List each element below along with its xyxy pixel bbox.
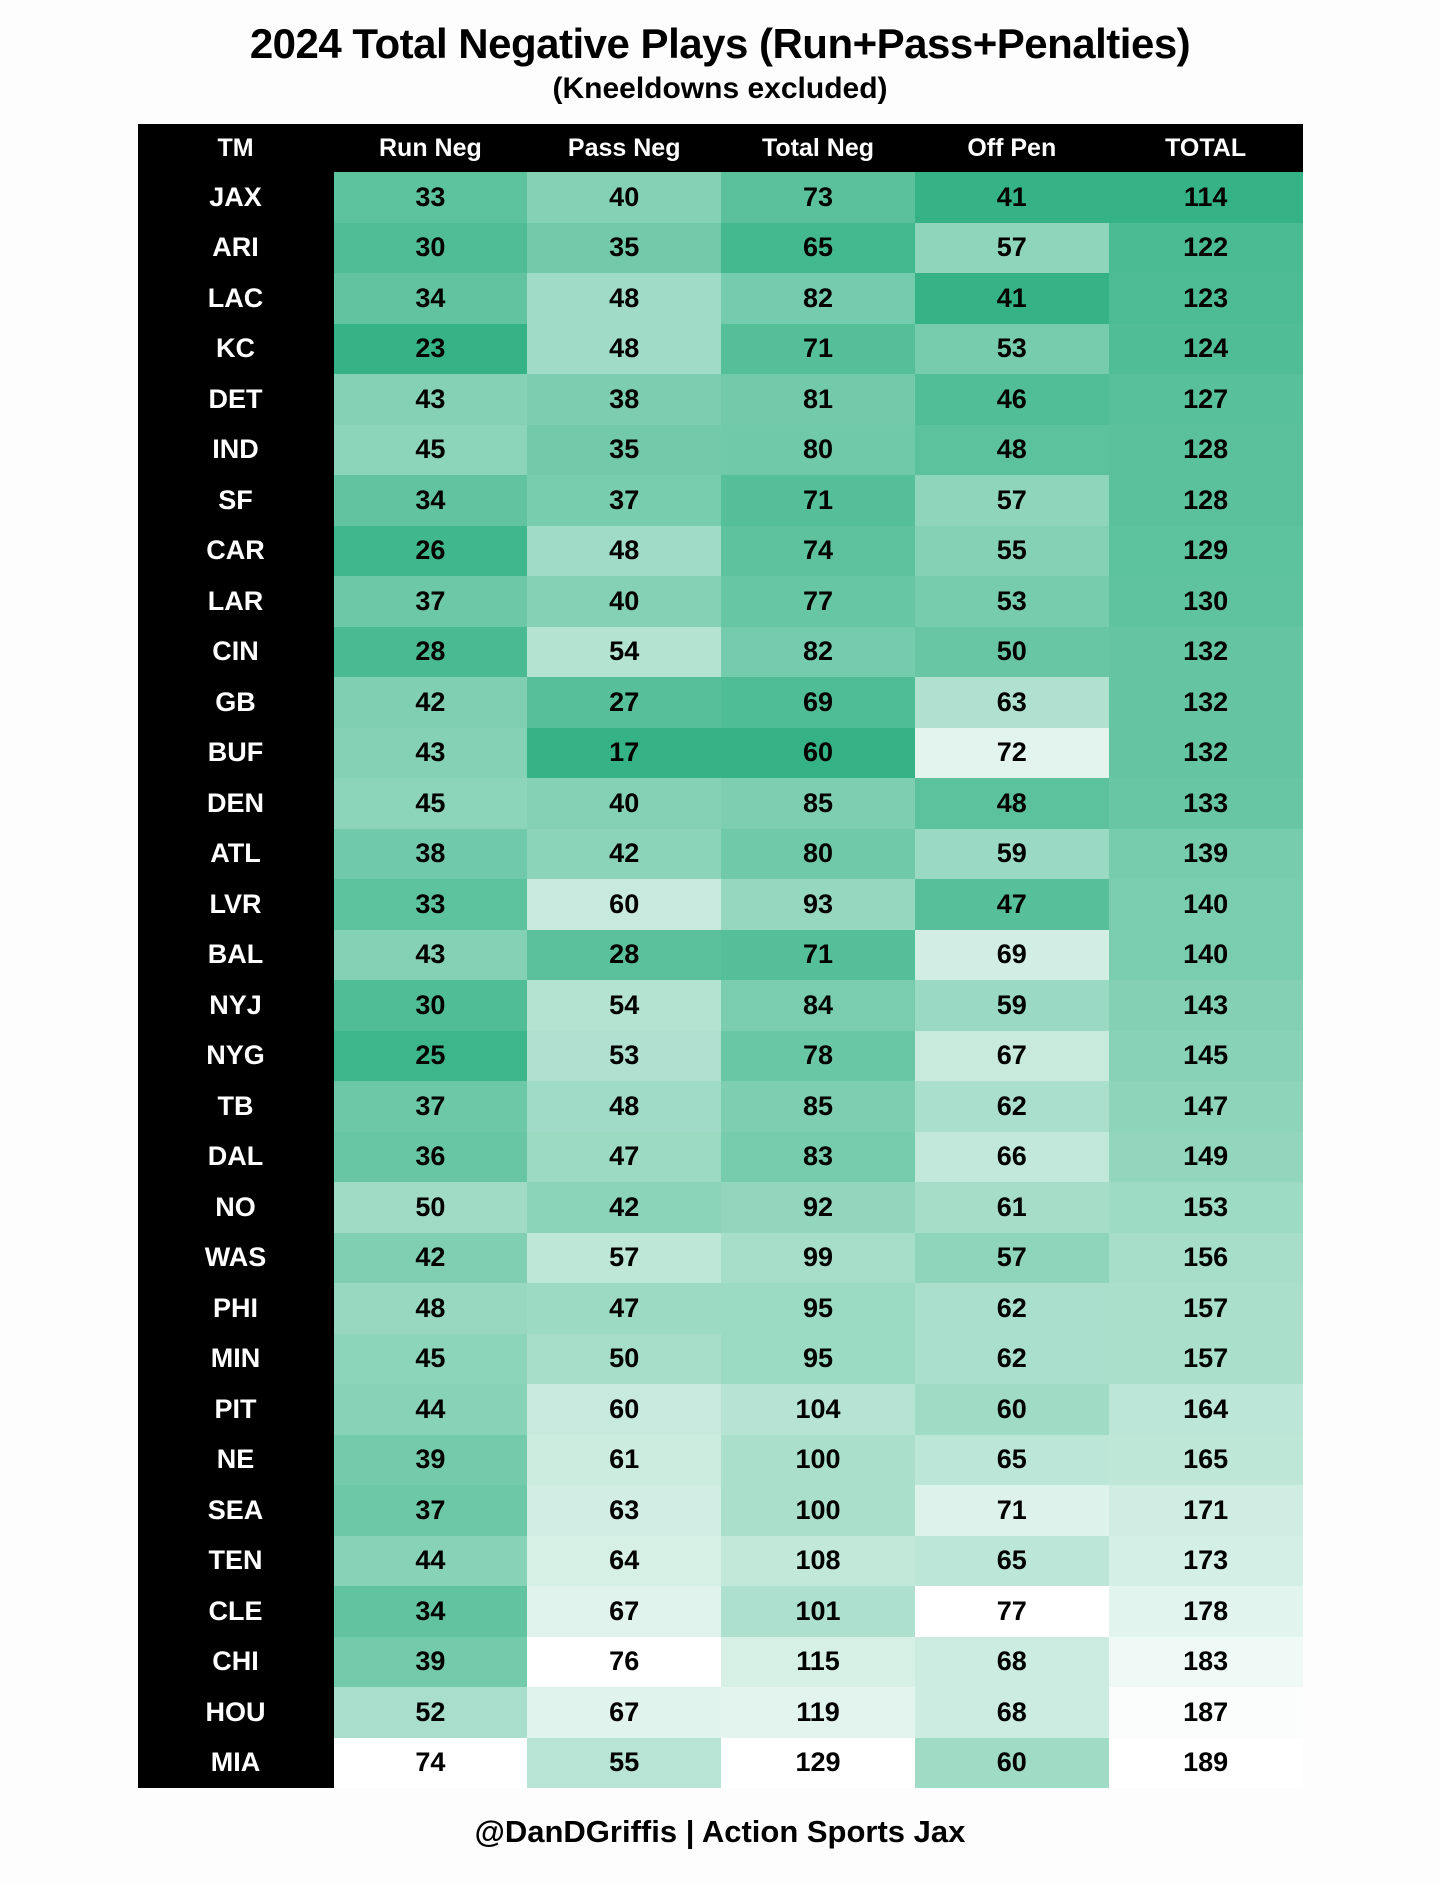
cell-pass-neg: 42 [527, 829, 721, 880]
cell-pass-neg: 60 [527, 1384, 721, 1435]
table-row [138, 1536, 1303, 1587]
team-cell: NYG [138, 1031, 334, 1082]
cell-total-neg: 71 [721, 475, 915, 526]
cell-total: 178 [1109, 1586, 1303, 1637]
cell-total-neg: 71 [721, 324, 915, 375]
cell-total-neg: 84 [721, 980, 915, 1031]
team-cell: DEN [138, 778, 334, 829]
cell-total: 145 [1109, 1031, 1303, 1082]
cell-run-neg: 37 [334, 1485, 528, 1536]
cell-run-neg: 34 [334, 475, 528, 526]
table-row [138, 1334, 1303, 1385]
cell-pass-neg: 40 [527, 778, 721, 829]
team-cell: LAC [138, 273, 334, 324]
cell-off-pen: 72 [915, 728, 1109, 779]
cell-pass-neg: 64 [527, 1536, 721, 1587]
cell-run-neg: 42 [334, 1233, 528, 1284]
cell-total: 139 [1109, 829, 1303, 880]
cell-pass-neg: 48 [527, 1081, 721, 1132]
cell-off-pen: 59 [915, 829, 1109, 880]
cell-run-neg: 42 [334, 677, 528, 728]
table-row [138, 526, 1303, 577]
cell-total: 189 [1109, 1738, 1303, 1789]
team-cell: ATL [138, 829, 334, 880]
cell-pass-neg: 42 [527, 1182, 721, 1233]
cell-off-pen: 50 [915, 627, 1109, 678]
cell-total-neg: 83 [721, 1132, 915, 1183]
cell-total-neg: 82 [721, 627, 915, 678]
negative-plays-table [138, 124, 1303, 1788]
cell-off-pen: 57 [915, 1233, 1109, 1284]
cell-total: 128 [1109, 425, 1303, 476]
cell-run-neg: 33 [334, 172, 528, 223]
cell-pass-neg: 37 [527, 475, 721, 526]
cell-total-neg: 60 [721, 728, 915, 779]
cell-off-pen: 77 [915, 1586, 1109, 1637]
cell-total-neg: 119 [721, 1687, 915, 1738]
cell-total-neg: 100 [721, 1485, 915, 1536]
cell-off-pen: 63 [915, 677, 1109, 728]
table-row [138, 273, 1303, 324]
cell-off-pen: 41 [915, 273, 1109, 324]
cell-total: 183 [1109, 1637, 1303, 1688]
table-row [138, 829, 1303, 880]
cell-pass-neg: 63 [527, 1485, 721, 1536]
cell-run-neg: 43 [334, 930, 528, 981]
table-row [138, 728, 1303, 779]
cell-run-neg: 45 [334, 778, 528, 829]
cell-total-neg: 74 [721, 526, 915, 577]
cell-off-pen: 71 [915, 1485, 1109, 1536]
title-block [0, 0, 1440, 106]
table-row [138, 1637, 1303, 1688]
cell-total: 153 [1109, 1182, 1303, 1233]
cell-pass-neg: 48 [527, 324, 721, 375]
cell-run-neg: 38 [334, 829, 528, 880]
cell-off-pen: 60 [915, 1384, 1109, 1435]
table-row [138, 1081, 1303, 1132]
table-row [138, 1182, 1303, 1233]
cell-total: 140 [1109, 879, 1303, 930]
table-body [138, 172, 1303, 1788]
team-cell: TEN [138, 1536, 334, 1587]
cell-total-neg: 65 [721, 223, 915, 274]
cell-run-neg: 50 [334, 1182, 528, 1233]
cell-off-pen: 48 [915, 778, 1109, 829]
team-cell: DET [138, 374, 334, 425]
table-row [138, 1384, 1303, 1435]
column-header-total-neg: Total Neg [721, 124, 915, 172]
cell-pass-neg: 27 [527, 677, 721, 728]
cell-total-neg: 99 [721, 1233, 915, 1284]
cell-off-pen: 62 [915, 1334, 1109, 1385]
team-cell: LVR [138, 879, 334, 930]
cell-total: 140 [1109, 930, 1303, 981]
cell-total-neg: 92 [721, 1182, 915, 1233]
cell-pass-neg: 53 [527, 1031, 721, 1082]
cell-total-neg: 108 [721, 1536, 915, 1587]
team-cell: DAL [138, 1132, 334, 1183]
team-cell: GB [138, 677, 334, 728]
table-row [138, 1687, 1303, 1738]
cell-total: 132 [1109, 627, 1303, 678]
cell-total: 132 [1109, 677, 1303, 728]
cell-pass-neg: 57 [527, 1233, 721, 1284]
cell-pass-neg: 54 [527, 980, 721, 1031]
cell-run-neg: 23 [334, 324, 528, 375]
heatmap-table-wrap [138, 124, 1303, 1788]
cell-total: 130 [1109, 576, 1303, 627]
cell-total: 143 [1109, 980, 1303, 1031]
team-cell: SEA [138, 1485, 334, 1536]
cell-run-neg: 37 [334, 576, 528, 627]
cell-run-neg: 25 [334, 1031, 528, 1082]
cell-total-neg: 80 [721, 829, 915, 880]
cell-total: 128 [1109, 475, 1303, 526]
cell-total: 173 [1109, 1536, 1303, 1587]
cell-run-neg: 52 [334, 1687, 528, 1738]
cell-run-neg: 26 [334, 526, 528, 577]
cell-run-neg: 45 [334, 1334, 528, 1385]
cell-off-pen: 46 [915, 374, 1109, 425]
cell-pass-neg: 38 [527, 374, 721, 425]
cell-pass-neg: 60 [527, 879, 721, 930]
cell-total: 157 [1109, 1283, 1303, 1334]
cell-pass-neg: 40 [527, 172, 721, 223]
cell-total-neg: 101 [721, 1586, 915, 1637]
cell-off-pen: 53 [915, 576, 1109, 627]
table-row [138, 223, 1303, 274]
cell-total: 132 [1109, 728, 1303, 779]
header-row [138, 124, 1303, 172]
table-row [138, 1132, 1303, 1183]
page-subtitle: (Kneeldowns excluded) [552, 72, 888, 106]
cell-total: 164 [1109, 1384, 1303, 1435]
table-row [138, 1738, 1303, 1789]
team-cell: TB [138, 1081, 334, 1132]
column-header-run-neg: Run Neg [334, 124, 528, 172]
cell-total-neg: 95 [721, 1283, 915, 1334]
table-row [138, 677, 1303, 728]
team-cell: JAX [138, 172, 334, 223]
cell-total-neg: 115 [721, 1637, 915, 1688]
cell-total-neg: 104 [721, 1384, 915, 1435]
table-row [138, 475, 1303, 526]
team-cell: PIT [138, 1384, 334, 1435]
cell-run-neg: 34 [334, 1586, 528, 1637]
cell-off-pen: 65 [915, 1536, 1109, 1587]
cell-total-neg: 85 [721, 778, 915, 829]
cell-off-pen: 68 [915, 1687, 1109, 1738]
cell-off-pen: 53 [915, 324, 1109, 375]
cell-off-pen: 55 [915, 526, 1109, 577]
cell-pass-neg: 35 [527, 223, 721, 274]
cell-total: 124 [1109, 324, 1303, 375]
cell-run-neg: 48 [334, 1283, 528, 1334]
cell-run-neg: 43 [334, 728, 528, 779]
cell-run-neg: 44 [334, 1384, 528, 1435]
table-row [138, 980, 1303, 1031]
cell-run-neg: 33 [334, 879, 528, 930]
table-row [138, 1435, 1303, 1486]
team-cell: NO [138, 1182, 334, 1233]
cell-run-neg: 44 [334, 1536, 528, 1587]
cell-total-neg: 77 [721, 576, 915, 627]
table-row [138, 1233, 1303, 1284]
table-row [138, 576, 1303, 627]
cell-pass-neg: 35 [527, 425, 721, 476]
column-header-total: TOTAL [1109, 124, 1303, 172]
column-header-tm: TM [138, 124, 334, 172]
cell-off-pen: 48 [915, 425, 1109, 476]
table-row [138, 627, 1303, 678]
cell-pass-neg: 47 [527, 1283, 721, 1334]
cell-pass-neg: 76 [527, 1637, 721, 1688]
cell-total: 147 [1109, 1081, 1303, 1132]
cell-off-pen: 67 [915, 1031, 1109, 1082]
page-title: 2024 Total Negative Plays (Run+Pass+Penalties) [249, 20, 1191, 67]
cell-total-neg: 95 [721, 1334, 915, 1385]
team-cell: PHI [138, 1283, 334, 1334]
cell-off-pen: 62 [915, 1283, 1109, 1334]
cell-off-pen: 60 [915, 1738, 1109, 1789]
team-cell: MIN [138, 1334, 334, 1385]
team-cell: BAL [138, 930, 334, 981]
cell-total: 133 [1109, 778, 1303, 829]
table-row [138, 1283, 1303, 1334]
cell-off-pen: 47 [915, 879, 1109, 930]
team-cell: WAS [138, 1233, 334, 1284]
team-cell: CHI [138, 1637, 334, 1688]
team-cell: LAR [138, 576, 334, 627]
cell-pass-neg: 48 [527, 273, 721, 324]
team-cell: SF [138, 475, 334, 526]
cell-total: 165 [1109, 1435, 1303, 1486]
cell-total-neg: 81 [721, 374, 915, 425]
cell-pass-neg: 50 [527, 1334, 721, 1385]
cell-total: 157 [1109, 1334, 1303, 1385]
cell-total: 156 [1109, 1233, 1303, 1284]
cell-run-neg: 34 [334, 273, 528, 324]
team-cell: NE [138, 1435, 334, 1486]
cell-off-pen: 68 [915, 1637, 1109, 1688]
table-row [138, 172, 1303, 223]
team-cell: CAR [138, 526, 334, 577]
cell-off-pen: 69 [915, 930, 1109, 981]
table-row [138, 1485, 1303, 1536]
cell-total-neg: 100 [721, 1435, 915, 1486]
table-row [138, 324, 1303, 375]
table-row [138, 425, 1303, 476]
cell-pass-neg: 47 [527, 1132, 721, 1183]
cell-run-neg: 37 [334, 1081, 528, 1132]
cell-total-neg: 85 [721, 1081, 915, 1132]
cell-pass-neg: 54 [527, 627, 721, 678]
cell-total: 187 [1109, 1687, 1303, 1738]
cell-total: 114 [1109, 172, 1303, 223]
team-cell: BUF [138, 728, 334, 779]
cell-off-pen: 66 [915, 1132, 1109, 1183]
cell-total: 149 [1109, 1132, 1303, 1183]
cell-total-neg: 93 [721, 879, 915, 930]
cell-total-neg: 78 [721, 1031, 915, 1082]
cell-pass-neg: 40 [527, 576, 721, 627]
cell-run-neg: 74 [334, 1738, 528, 1789]
table-header [138, 124, 1303, 172]
cell-off-pen: 65 [915, 1435, 1109, 1486]
cell-pass-neg: 67 [527, 1586, 721, 1637]
cell-total-neg: 82 [721, 273, 915, 324]
cell-off-pen: 62 [915, 1081, 1109, 1132]
team-cell: MIA [138, 1738, 334, 1789]
cell-run-neg: 43 [334, 374, 528, 425]
cell-total: 123 [1109, 273, 1303, 324]
table-row [138, 374, 1303, 425]
cell-off-pen: 57 [915, 223, 1109, 274]
cell-pass-neg: 17 [527, 728, 721, 779]
cell-total-neg: 80 [721, 425, 915, 476]
column-header-pass-neg: Pass Neg [527, 124, 721, 172]
credit-footer: @DanDGriffis | Action Sports Jax [474, 1814, 966, 1850]
table-row [138, 1586, 1303, 1637]
team-cell: NYJ [138, 980, 334, 1031]
cell-off-pen: 41 [915, 172, 1109, 223]
cell-run-neg: 30 [334, 223, 528, 274]
table-row [138, 1031, 1303, 1082]
cell-off-pen: 59 [915, 980, 1109, 1031]
team-cell: KC [138, 324, 334, 375]
cell-pass-neg: 55 [527, 1738, 721, 1789]
table-row [138, 778, 1303, 829]
table-row [138, 879, 1303, 930]
cell-total-neg: 73 [721, 172, 915, 223]
cell-pass-neg: 28 [527, 930, 721, 981]
team-cell: ARI [138, 223, 334, 274]
cell-total-neg: 71 [721, 930, 915, 981]
cell-run-neg: 28 [334, 627, 528, 678]
cell-total: 127 [1109, 374, 1303, 425]
cell-off-pen: 57 [915, 475, 1109, 526]
cell-total: 171 [1109, 1485, 1303, 1536]
cell-total-neg: 129 [721, 1738, 915, 1789]
table-row [138, 930, 1303, 981]
cell-total: 122 [1109, 223, 1303, 274]
cell-off-pen: 61 [915, 1182, 1109, 1233]
cell-run-neg: 39 [334, 1637, 528, 1688]
team-cell: CLE [138, 1586, 334, 1637]
cell-run-neg: 30 [334, 980, 528, 1031]
cell-total: 129 [1109, 526, 1303, 577]
team-cell: IND [138, 425, 334, 476]
cell-pass-neg: 61 [527, 1435, 721, 1486]
cell-run-neg: 45 [334, 425, 528, 476]
cell-pass-neg: 67 [527, 1687, 721, 1738]
cell-run-neg: 36 [334, 1132, 528, 1183]
cell-run-neg: 39 [334, 1435, 528, 1486]
team-cell: CIN [138, 627, 334, 678]
cell-pass-neg: 48 [527, 526, 721, 577]
column-header-off-pen: Off Pen [915, 124, 1109, 172]
team-cell: HOU [138, 1687, 334, 1738]
cell-total-neg: 69 [721, 677, 915, 728]
